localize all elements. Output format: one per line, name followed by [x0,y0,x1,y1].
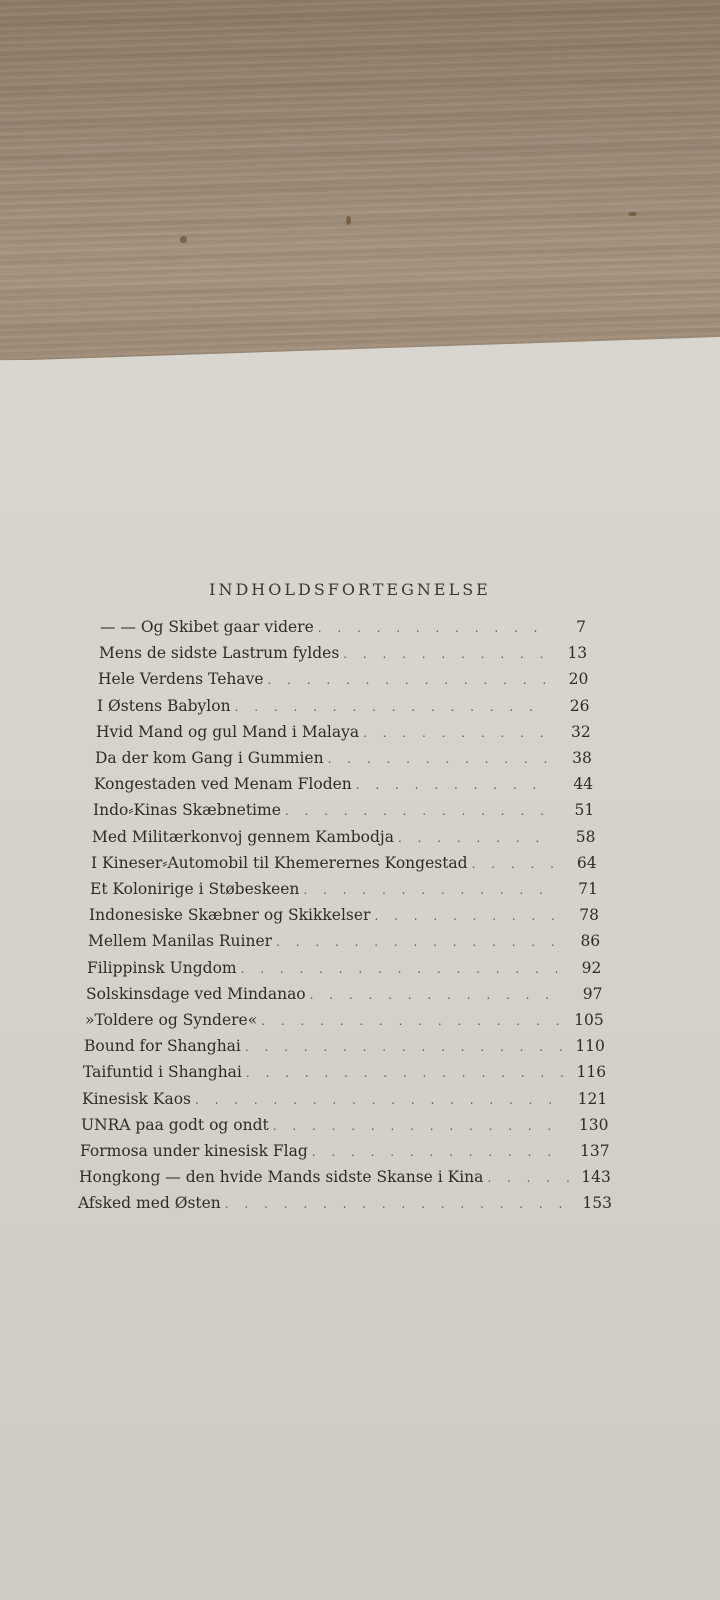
toc-entry [89,906,599,928]
toc-leader-dots [310,988,561,1002]
toc-leader-dots [363,726,549,740]
toc-entry-page: 58 [575,827,596,846]
toc-entry-title: Hongkong — den hvide Mands sidste Skanse i Kina [79,1168,484,1187]
toc-entry-title: Formosa under kinesisk Flag [80,1142,308,1160]
wood-knot [180,236,187,243]
toc-entry [90,880,598,902]
toc-entry-title: »Toldere og Syndere« [85,1011,258,1029]
wood-knot [628,212,637,216]
toc-leader-dots [303,883,555,897]
toc-entry-page: 121 [577,1089,608,1108]
toc-entry-page: 78 [579,906,599,925]
toc-entry [91,854,597,876]
toc-entry-page: 137 [580,1142,610,1160]
toc-entry-page: 143 [581,1168,611,1187]
toc-entry-page: 7 [576,618,586,636]
toc-leader-dots [312,1145,568,1159]
toc-entry-page: 44 [573,775,594,794]
toc-entry [92,828,595,850]
toc-leader-dots [487,1171,568,1185]
toc-entry [81,1116,608,1138]
toc-leader-dots [472,857,555,871]
toc-entry [79,1168,611,1190]
toc-leader-dots [398,831,553,845]
toc-entry-title: Afsked med Østen [78,1194,221,1213]
toc-entry [99,644,587,666]
toc-entry-page: 26 [569,696,590,715]
toc-entry-page: 92 [581,958,602,977]
toc-leader-dots [285,804,552,818]
toc-entry [96,723,591,745]
toc-entry-page: 110 [575,1037,605,1056]
toc-entry-page: 38 [572,749,592,767]
toc-entry-page: 32 [570,722,591,741]
toc-entry-title: Med Militærkonvoj gennem Kambodja [92,827,394,846]
toc-entry-page: 71 [578,880,598,898]
toc-leader-dots [195,1093,565,1107]
toc-entry-title: Filippinsk Ungdom [87,958,237,977]
toc-entry-page: 64 [576,853,597,872]
toc-entry-page: 153 [582,1194,612,1213]
toc-entry-title: Hele Verdens Tehave [98,670,264,689]
toc-entry-title: I Kineser⸗Automobil til Khemerernes Kongestad [91,853,468,872]
toc-leader-dots [273,1119,567,1133]
wooden-table [0,0,720,360]
toc-entry-title: Bound for Shanghai [84,1037,241,1056]
toc-entry-title: Taifuntid i Shanghai [83,1063,242,1082]
toc-entry [95,749,592,771]
toc-leader-dots [268,673,547,687]
toc-entry-page: 20 [568,670,589,689]
toc-entry-title: Kinesisk Kaos [82,1089,191,1108]
toc-leader-dots [261,1014,562,1028]
toc-entry [100,618,586,640]
wood-knot [346,216,351,225]
toc-leader-dots [235,700,548,714]
toc-entry-title: Indo⸗Kinas Skæbnetime [93,801,281,820]
toc-entry-page: 116 [576,1063,607,1082]
toc-entry-title: UNRA paa godt og ondt [81,1115,269,1134]
toc-entry-page: 13 [567,644,588,663]
toc-entry-page: 105 [574,1011,604,1029]
toc-leader-dots [374,909,557,923]
toc-entry [84,1037,605,1059]
toc-entry-title: Mens de sidste Lastrum fyldes [99,644,340,663]
toc-entry [86,985,603,1007]
toc-leader-dots [241,962,560,976]
toc-entry-title: Kongestaden ved Menam Floden [94,775,352,794]
toc-entry-title: I Østens Babylon [97,696,231,715]
toc-leader-dots [328,752,550,766]
toc-entry [93,801,594,823]
toc-entry-page: 97 [582,984,603,1003]
toc-leader-dots [246,1066,564,1080]
toc-entry [87,959,601,981]
toc-leader-dots [276,935,558,949]
toc-leader-dots [343,647,545,661]
toc-entry-page: 130 [578,1115,609,1134]
toc-entry-title: Da der kom Gang i Gummien [95,749,324,767]
toc-entry [82,1090,607,1112]
toc-entry [94,775,593,797]
toc-entry-page: 86 [580,932,601,951]
toc-entry [98,670,588,692]
toc-entry [88,932,600,954]
toc-entry-title: Mellem Manilas Ruiner [88,932,273,951]
toc-heading: INDHOLDSFORTEGNELSE [209,580,491,599]
toc-entry-title: — — Og Skibet gaar videre [100,618,314,636]
toc-entry-title: Solskinsdage ved Mindanao [86,984,306,1003]
toc-entry [80,1142,610,1164]
toc-leader-dots [356,778,551,792]
toc-entry-title: Indonesiske Skæbner og Skikkelser [89,906,371,925]
toc-entry-title: Hvid Mand og gul Mand i Malaya [96,722,360,741]
toc-leader-dots [245,1040,563,1054]
toc-entry [97,697,590,719]
toc-entry [78,1194,612,1216]
toc-leader-dots [318,621,544,635]
toc-leader-dots [225,1197,570,1211]
toc-entry-title: Et Kolonirige i Støbeskeen [90,880,300,898]
toc-entry [83,1063,606,1085]
toc-entry [85,1011,604,1033]
toc-entry-page: 51 [574,801,595,820]
